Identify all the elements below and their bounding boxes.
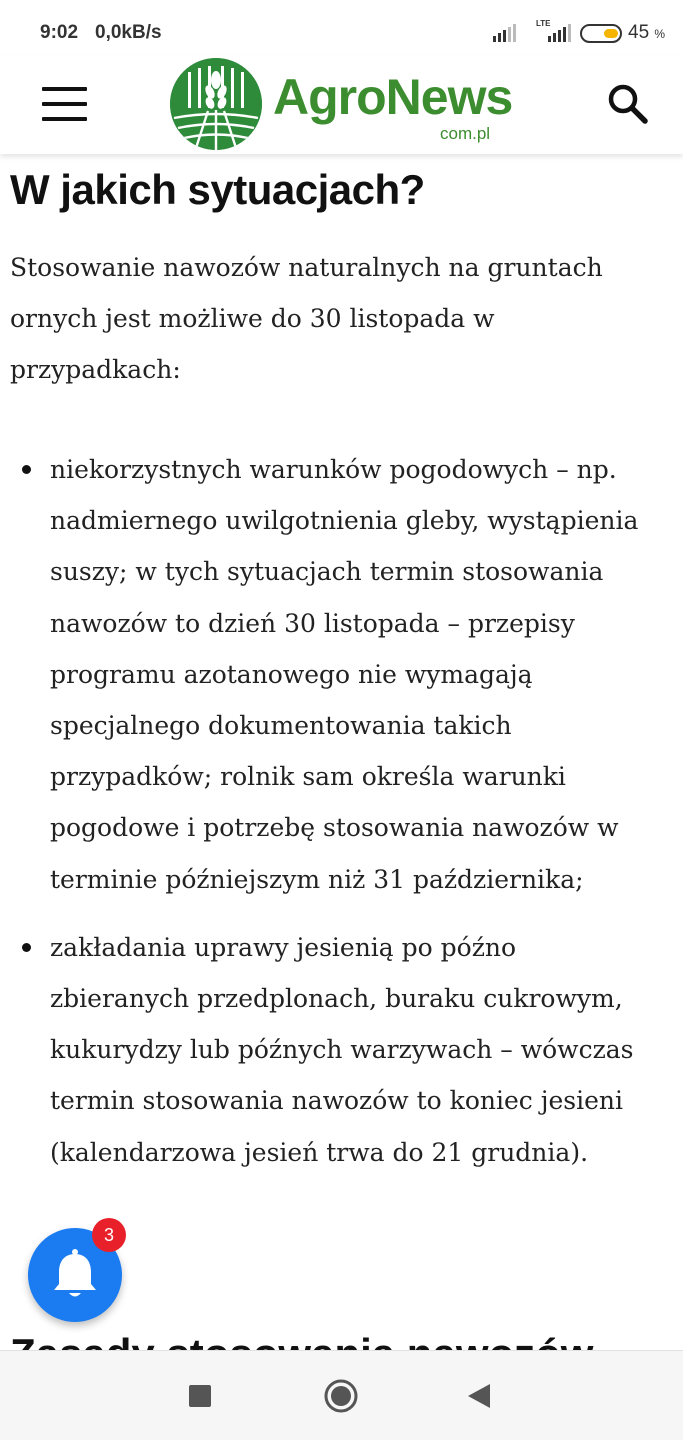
list-item [0, 444, 640, 905]
agronews-logo[interactable] [170, 58, 520, 152]
bullet-icon [22, 465, 31, 474]
network-type: LTE [536, 19, 551, 28]
cell-signal-icon [548, 24, 571, 42]
list-item [0, 922, 640, 1178]
battery-icon [580, 24, 622, 43]
list-item-text: niekorzystnych warunków pogodowych – np. nadmiernego uwilgotnienia gleby, wystąpienia suszy; w tych sytuacjach termin stosowania nawozów to dzień 30 listopada – przepisy programu azotanowego nie wymagają specjalnego dokumentowania takich przypadków; rolnik sam określa warunki pogodowe i potrzebę stosowania nawozów w terminie późniejszym niż 31 października; [50, 455, 639, 894]
circle-home-icon[interactable] [323, 1378, 359, 1419]
notification-badge: 3 [92, 1218, 126, 1252]
bullet-icon [22, 943, 31, 952]
list-item-text: zakładania uprawy jesienią po późno zbieranych przedplonach, buraku cukrowym, kukurydzy lub późnych warzywach – wówczas termin stosowania nawozów to koniec jesieni (kalendarzowa jesień trwa do 21 grudnia). [50, 932, 634, 1167]
battery-percent: 45 % [628, 22, 666, 43]
logo-emblem [170, 58, 262, 150]
status-time: 9:02 [40, 22, 79, 43]
intro-paragraph: Stosowanie nawozów naturalnych na gruntach ornych jest możliwe do 30 listopada w przypadkach: [10, 253, 603, 384]
bullet-list [0, 444, 683, 1178]
navigation-bar [0, 1350, 683, 1440]
app-header [0, 56, 683, 154]
network-speed: 0,0kB/s [95, 22, 162, 43]
logo-text: AgroNews [273, 69, 513, 125]
hamburger-menu-icon[interactable] [42, 87, 87, 121]
search-icon[interactable] [606, 82, 650, 126]
square-recents-icon[interactable] [189, 1385, 211, 1412]
triangle-back-icon[interactable] [468, 1384, 492, 1413]
wifi-signal-icon [493, 24, 516, 42]
notification-button[interactable] [28, 1225, 122, 1322]
section-heading: W jakich sytuacjach? [10, 166, 425, 213]
battery-level [604, 29, 618, 38]
logo-subtext: com.pl [440, 124, 491, 143]
